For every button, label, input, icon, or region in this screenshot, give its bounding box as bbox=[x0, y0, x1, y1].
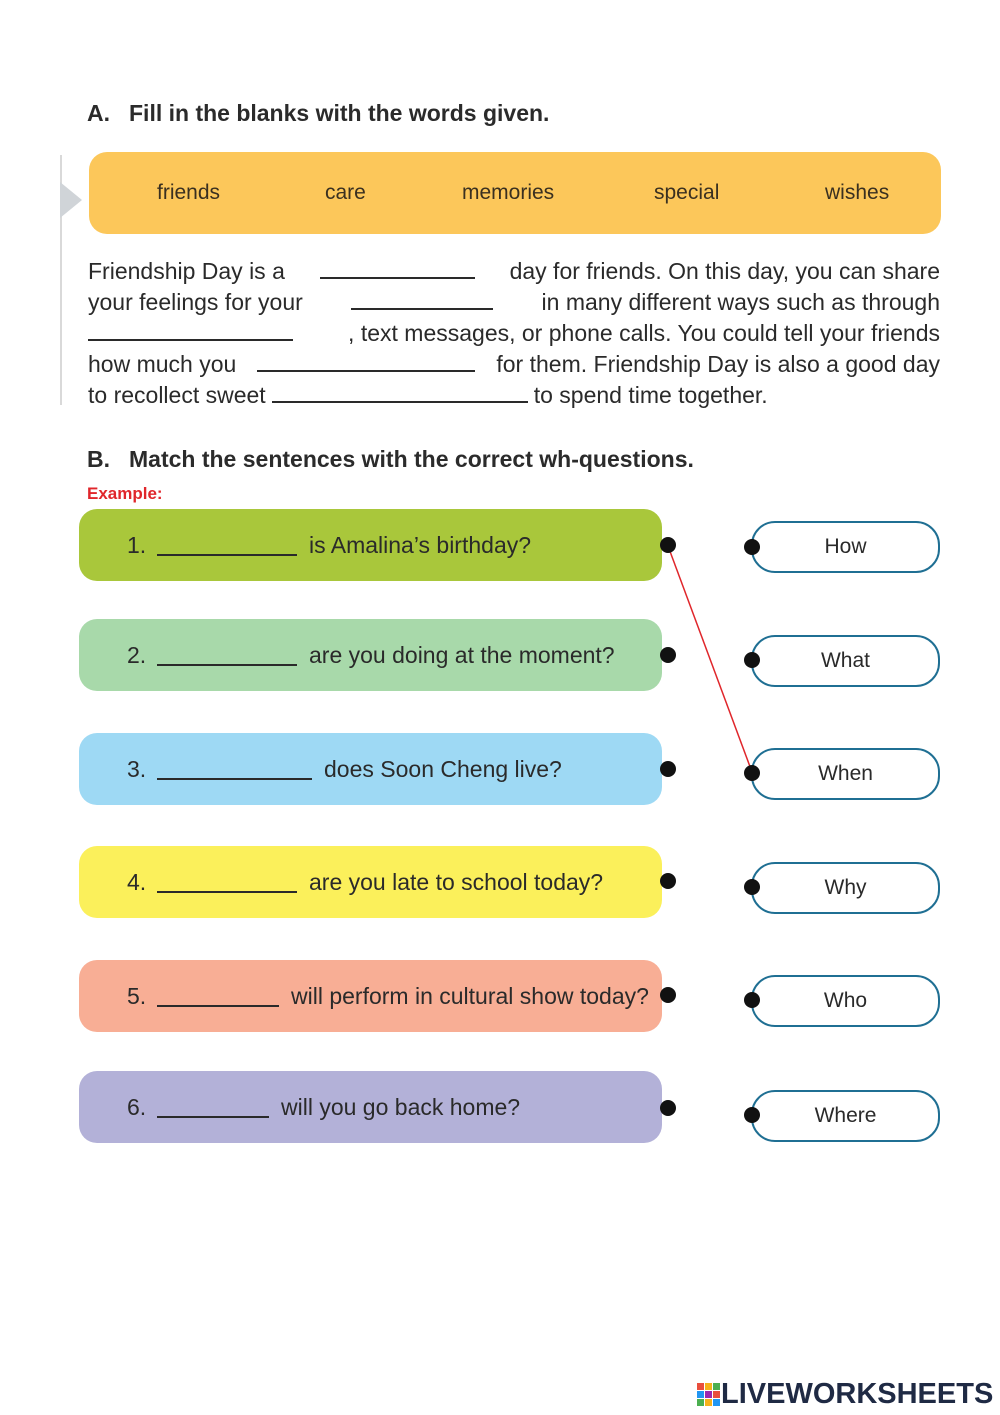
question-text: are you late to school today? bbox=[309, 868, 604, 895]
word-care: care bbox=[325, 181, 366, 204]
question-number: 2. bbox=[127, 641, 147, 668]
passage-text: how much you bbox=[88, 351, 237, 377]
answer-box-where[interactable] bbox=[751, 1090, 940, 1142]
match-line-stroke bbox=[668, 546, 752, 772]
question-dot-4[interactable] bbox=[660, 873, 676, 889]
question-number: 1. bbox=[127, 531, 147, 558]
answer-label: What bbox=[820, 649, 870, 672]
logo-grid-icon bbox=[697, 1383, 721, 1407]
question-dot-2[interactable] bbox=[660, 647, 676, 663]
section-b-letter: B. bbox=[87, 446, 110, 472]
question-number: 4. bbox=[127, 868, 147, 895]
question-text: will you go back home? bbox=[281, 1093, 521, 1120]
passage-text: for them. Friendship Day is also a good day bbox=[496, 351, 940, 377]
word-special: special bbox=[654, 181, 720, 204]
passage-text: in many different ways such as through bbox=[541, 289, 940, 315]
word-memories: memories bbox=[462, 181, 555, 204]
answer-label: Who bbox=[823, 989, 868, 1012]
answer-dot-where[interactable] bbox=[744, 1107, 760, 1123]
answer-box-who[interactable] bbox=[751, 975, 940, 1027]
answer-box-why[interactable] bbox=[751, 862, 940, 914]
answer-box-when[interactable] bbox=[751, 748, 940, 800]
section-b-title: Match the sentences with the correct wh-questions. bbox=[129, 446, 694, 472]
answer-label: How bbox=[824, 535, 867, 558]
answer-box-how[interactable] bbox=[751, 521, 940, 573]
question-dot-3[interactable] bbox=[660, 761, 676, 777]
answer-dot-how[interactable] bbox=[744, 539, 760, 555]
passage-text: Friendship Day is a bbox=[88, 258, 285, 284]
word-wishes: wishes bbox=[825, 181, 890, 204]
answer-label: When bbox=[818, 762, 873, 785]
question-dot-1[interactable] bbox=[660, 537, 676, 553]
answer-dot-why[interactable] bbox=[744, 879, 760, 895]
answer-box-what[interactable] bbox=[751, 635, 940, 687]
example-label: Example: bbox=[87, 484, 163, 503]
section-a-title: Fill in the blanks with the words given. bbox=[129, 100, 550, 126]
answer-dot-when[interactable] bbox=[744, 765, 760, 781]
question-dot-5[interactable] bbox=[660, 987, 676, 1003]
word-friends: friends bbox=[157, 181, 221, 204]
question-text: does Soon Cheng live? bbox=[324, 755, 562, 782]
liveworksheets-logo bbox=[697, 1378, 993, 1411]
answer-label: Why bbox=[824, 876, 867, 899]
question-number: 5. bbox=[127, 982, 147, 1009]
question-text: is Amalina’s birthday? bbox=[309, 531, 532, 558]
question-text: will perform in cultural show today? bbox=[291, 982, 649, 1009]
passage-text: to spend time together. bbox=[533, 382, 768, 408]
question-text: are you doing at the moment? bbox=[309, 641, 615, 668]
question-number: 6. bbox=[127, 1093, 147, 1120]
question-number: 3. bbox=[127, 755, 147, 782]
passage-text: day for friends. On this day, you can share bbox=[509, 258, 940, 284]
passage-text: to recollect sweet bbox=[88, 382, 266, 408]
answer-dot-who[interactable] bbox=[744, 992, 760, 1008]
answer-label: Where bbox=[814, 1104, 877, 1127]
question-dot-6[interactable] bbox=[660, 1100, 676, 1116]
answer-dot-what[interactable] bbox=[744, 652, 760, 668]
section-a-letter: A. bbox=[87, 100, 110, 126]
passage-text: , text messages, or phone calls. You could tell your friends bbox=[348, 320, 940, 346]
passage-text: your feelings for your bbox=[88, 289, 303, 315]
logo-text: LIVEWORKSHEETS bbox=[721, 1378, 994, 1410]
